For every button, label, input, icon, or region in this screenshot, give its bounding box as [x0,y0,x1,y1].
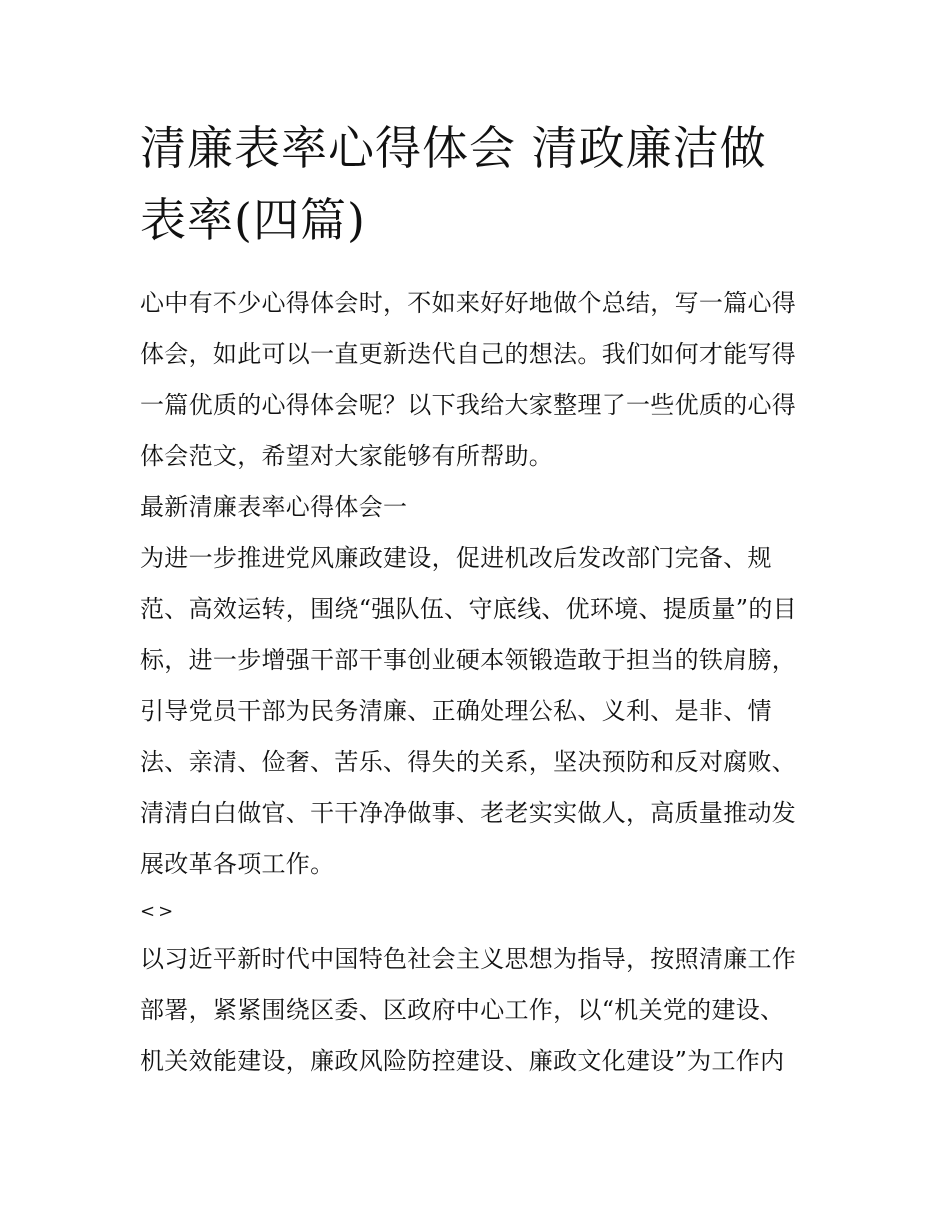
paragraph-line: 展改革各项工作。 [140,850,335,878]
paragraph-line: 部署，紧紧围绕区委、区政府中心工作，以“机关党的建设、 [140,996,785,1024]
paragraph-line: 心中有不少心得体会时，不如来好好地做个总结，写一篇心得 [140,289,797,317]
paragraph-line: 引导党员干部为民务清廉、正确处理公私、义利、是非、情 [140,697,772,725]
paragraph-line: 体会，如此可以一直更新迭代自己的想法。我们如何才能写得 [140,340,797,368]
title-line-2: 表率(四篇) [140,193,366,247]
title-line-1: 清廉表率心得体会 清政廉洁做 [140,121,767,175]
paragraph-line: 法、亲清、俭奢、苦乐、得失的关系，坚决预防和反对腐败、 [140,748,797,776]
angle-bracket-marker: <> [140,901,177,922]
paragraph-line: 以习近平新时代中国特色社会主义思想为指导，按照清廉工作 [140,945,797,973]
paragraph-line: 机关效能建设，廉政风险防控建设、廉政文化建设”为工作内 [140,1047,785,1075]
document-body [140,278,820,1087]
paragraph-line: 范、高效运转，围绕“强队伍、守底线、优环境、提质量”的目 [140,595,797,623]
section-heading: 最新清廉表率心得体会一 [140,493,408,521]
document-title [140,112,820,256]
paragraph-line: 体会范文，希望对大家能够有所帮助。 [140,442,554,470]
paragraph-line: 为进一步推进党风廉政建设，促进机改后发改部门完备、规 [140,544,772,572]
paragraph-line: 清清白白做官、干干净净做事、老老实实做人，高质量推动发 [140,799,797,827]
paragraph-line: 标，进一步增强干部干事创业硬本领锻造敢于担当的铁肩膀， [140,646,797,674]
paragraph-line: 一篇优质的心得体会呢？以下我给大家整理了一些优质的心得 [140,391,797,419]
